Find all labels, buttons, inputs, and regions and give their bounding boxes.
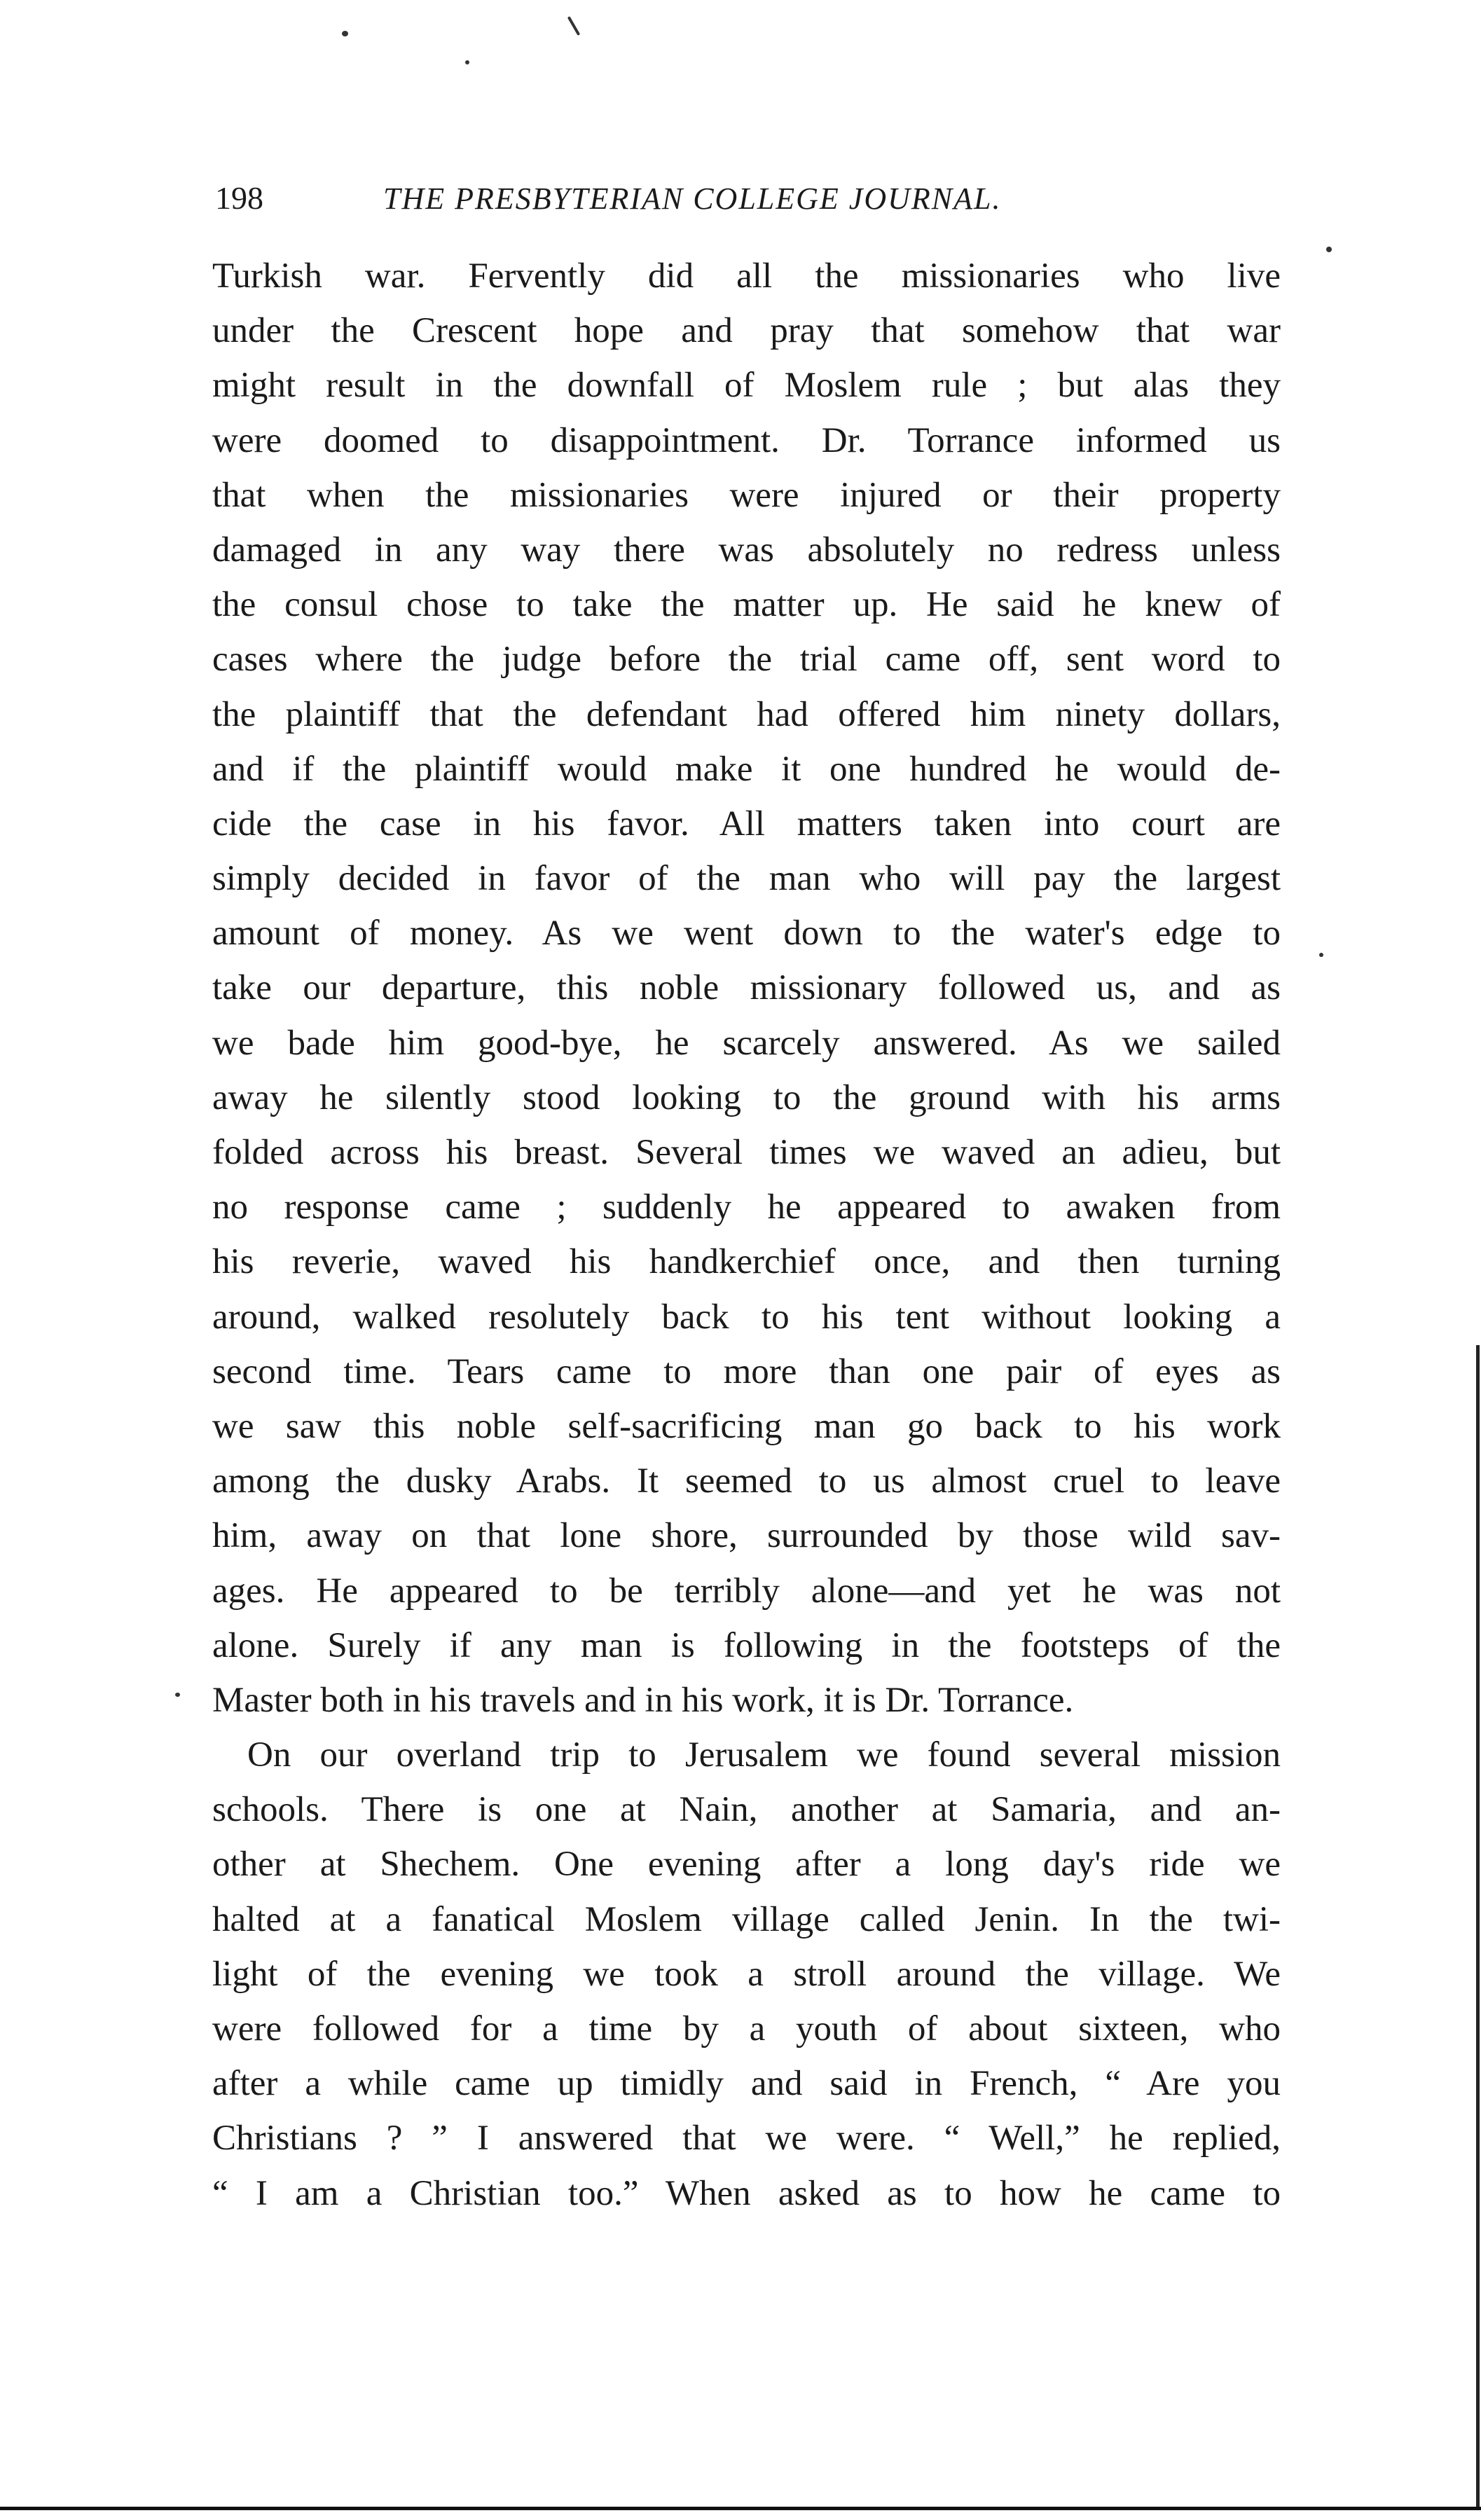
running-head: THE PRESBYTERIAN COLLEGE JOURNAL. [383,181,1002,216]
text-line: after a while came up timidly and said in French, “ Are you [212,2064,1281,2104]
text-line: his reverie, waved his handkerchief once, and then turning [212,1242,1281,1282]
text-line: were followed for a time by a youth of about sixteen, who [212,2009,1281,2049]
text-line: simply decided in favor of the man who will pay the largest [212,859,1281,899]
text-line: and if the plaintiff would make it one hundred he would de- [212,749,1281,789]
text-line: second time. Tears came to more than one pair of eyes as [212,1351,1281,1391]
text-line: take our departure, this noble missionary followed us, and as [212,968,1281,1008]
text-line: we bade him good-bye, he scarcely answered. As we sailed [212,1023,1281,1063]
text-line: cide the case in his favor. All matters taken into court are [212,804,1281,844]
text-line: the plaintiff that the defendant had offered him ninety dollars, [212,694,1281,734]
scan-speck [465,60,469,64]
text-line: folded across his breast. Several times we waved an adieu, but [212,1133,1281,1172]
text-line: cases where the judge before the trial came off, sent word to [212,640,1281,680]
scan-speck [1326,247,1332,252]
text-line: “ I am a Christian too.” When asked as to how he came to [212,2173,1281,2213]
text-line: amount of money. As we went down to the water's edge to [212,914,1281,953]
text-line: halted at a fanatical Moslem village called Jenin. In the twi- [212,1899,1281,1939]
text-line: him, away on that lone shore, surrounded by those wild sav- [212,1516,1281,1556]
scan-speck [1319,953,1323,957]
text-line: light of the evening we took a stroll around the village. We [212,1954,1281,1994]
text-line: damaged in any way there was absolutely no redress unless [212,530,1281,570]
text-line: Christians ? ” I answered that we were. “ Well,” he replied, [212,2119,1281,2158]
body-text [212,249,1281,2221]
page-number: 198 [215,180,263,216]
text-line: alone. Surely if any man is following in the footsteps of the [212,1625,1281,1665]
scan-speck [567,16,580,36]
text-line: that when the missionaries were injured or their property [212,475,1281,515]
text-line: no response came ; suddenly he appeared to awaken from [212,1187,1281,1227]
text-line: other at Shechem. One evening after a long day's ride we [212,1845,1281,1885]
text-line: Master both in his travels and in his work, it is Dr. Torrance. [212,1680,1074,1720]
page-header [215,174,1126,223]
text-line: On our overland trip to Jerusalem we found several mission [247,1735,1281,1775]
paragraph-2 [212,1728,1281,2221]
text-line: might result in the downfall of Moslem rule ; but alas they [212,366,1281,406]
scan-speck [175,1693,180,1697]
scan-edge-bottom [0,2507,1481,2510]
text-line: around, walked resolutely back to his tent without looking a [212,1297,1281,1337]
text-line: under the Crescent hope and pray that somehow that war [212,311,1281,351]
scan-edge-right [1476,1345,1480,2508]
text-line: schools. There is one at Nain, another at Samaria, and an- [212,1790,1281,1830]
text-line: away he silently stood looking to the ground with his arms [212,1077,1281,1117]
text-line: among the dusky Arabs. It seemed to us almost cruel to leave [212,1461,1281,1501]
text-line: we saw this noble self-sacrificing man go back to his work [212,1406,1281,1446]
text-line: ages. He appeared to be terribly alone—and yet he was not [212,1571,1281,1611]
text-line: were doomed to disappointment. Dr. Torrance informed us [212,420,1281,460]
text-line: Turkish war. Fervently did all the missionaries who live [212,256,1281,296]
paragraph-1 [212,249,1281,1728]
text-line: the consul chose to take the matter up. He said he knew of [212,585,1281,625]
scan-speck [342,31,348,36]
